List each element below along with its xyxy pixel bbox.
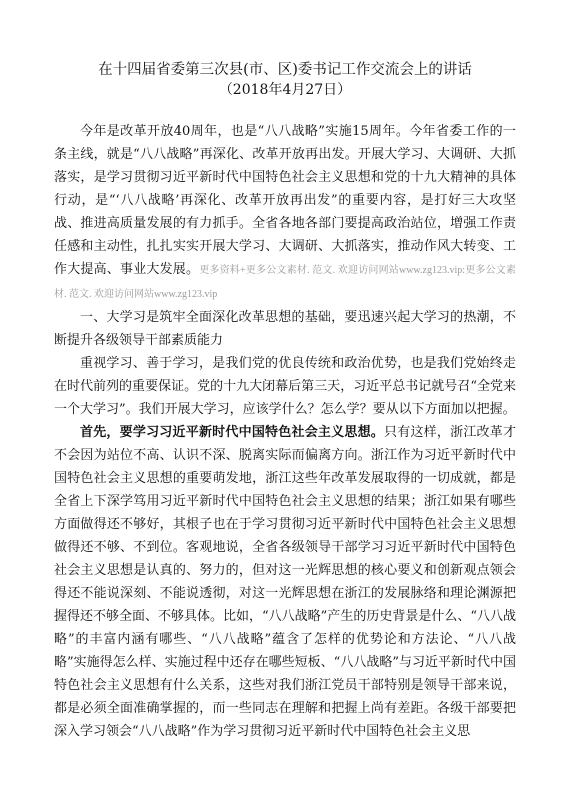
watermark-text: 更多资料+更多公文素材. 范文. 欢迎访问网站www.zg123.vip:更多公文素材. 范文. 欢迎访问网站www.zg123.vip — [54, 265, 516, 300]
speech-title: 在十四届省委第三次县(市、区)委书记工作交流会上的讲话 — [98, 62, 472, 78]
section-heading-1: 一、大学习是筑牢全面深化改革思想的基础，要迅速兴起大学习的热潮，不断提升各级领导干部素质能力 — [54, 310, 516, 348]
paragraph-first-point — [54, 421, 516, 743]
document-body — [54, 120, 516, 743]
paragraph-first-point-text: 只有这样，浙江改革才不会因为站位不高、认识不深、脱离实际而偏离方向。浙江作为习近平新时代中国特色社会主义思想的重要萌发地，浙江这些年改革发展取得的一切成就，都是全省上下深学笃用习近平新时代中国特色社会主义思想的结果；浙江如果有哪些方面做得还不够好，其根子也在于学习贯彻习近平新时代中国特色社会主义思想做得还不够、不到位。客观地说，全省各级领导干部学习习近平新时代中国特色社会主义思想是认真的、努力的，但对这一光辉思想的核心要义和创新观点领会得还不能说深刻、不能说透彻，对这一光辉思想在浙江的发展脉络和理论渊源把握得还不够全面、不够具体。比如，“八八战略”产生的历史背景是什么、“八八战略”的丰富内涵有哪些、“八八战略”蕴含了怎样的优势论和方法论、“八八战略”实施得怎么样、实施过程中还存在哪些短板、“八八战略”与习近平新时代中国特色社会主义思想有什么关系，这些对我们浙江党员干部特别是领导干部来说，都是必须全面准确掌握的，而一些同志在理解和把握上尚有差距。各级干部要把深入学习领会“八八战略”作为学习贯彻习近平新时代中国特色社会主义思 — [54, 425, 516, 739]
paragraph-intro-text: 今年是改革开放40周年，也是“八八战略”实施15周年。今年省委工作的一条主线，就是“八八战略”再深化、改革开放再出发。开展大学习、大调研、大抓落实，是学习贯彻习近平新时代中国特色社会主义思想和党的十九大精神的具体行动，是“‘八八战略’再深化、改革开放再出发”的重要内容，是打好三大攻坚战、推进高质量发展的有力抓手。全省各地各部门要提高政治站位，增强工作责任感和主动性，扎扎实实开展大学习、大调研、大抓落实，推动作风大转变、工作大提高、事业大发展。 — [54, 124, 516, 277]
paragraph-study-tradition: 重视学习、善于学习，是我们党的优良传统和政治优势，也是我们党始终走在时代前列的重要保证。党的十九大闭幕后第三天，习近平总书记就号召“全党来一个大学习”。我们开展大学习，应该学什么？怎么学？要从以下方面加以把握。 — [54, 356, 516, 417]
paragraph-intro — [54, 120, 516, 306]
speech-date: （2018年4月27日） — [218, 82, 352, 98]
paragraph-first-point-lead: 首先，要学习习近平新时代中国特色社会主义思想。 — [80, 425, 385, 440]
